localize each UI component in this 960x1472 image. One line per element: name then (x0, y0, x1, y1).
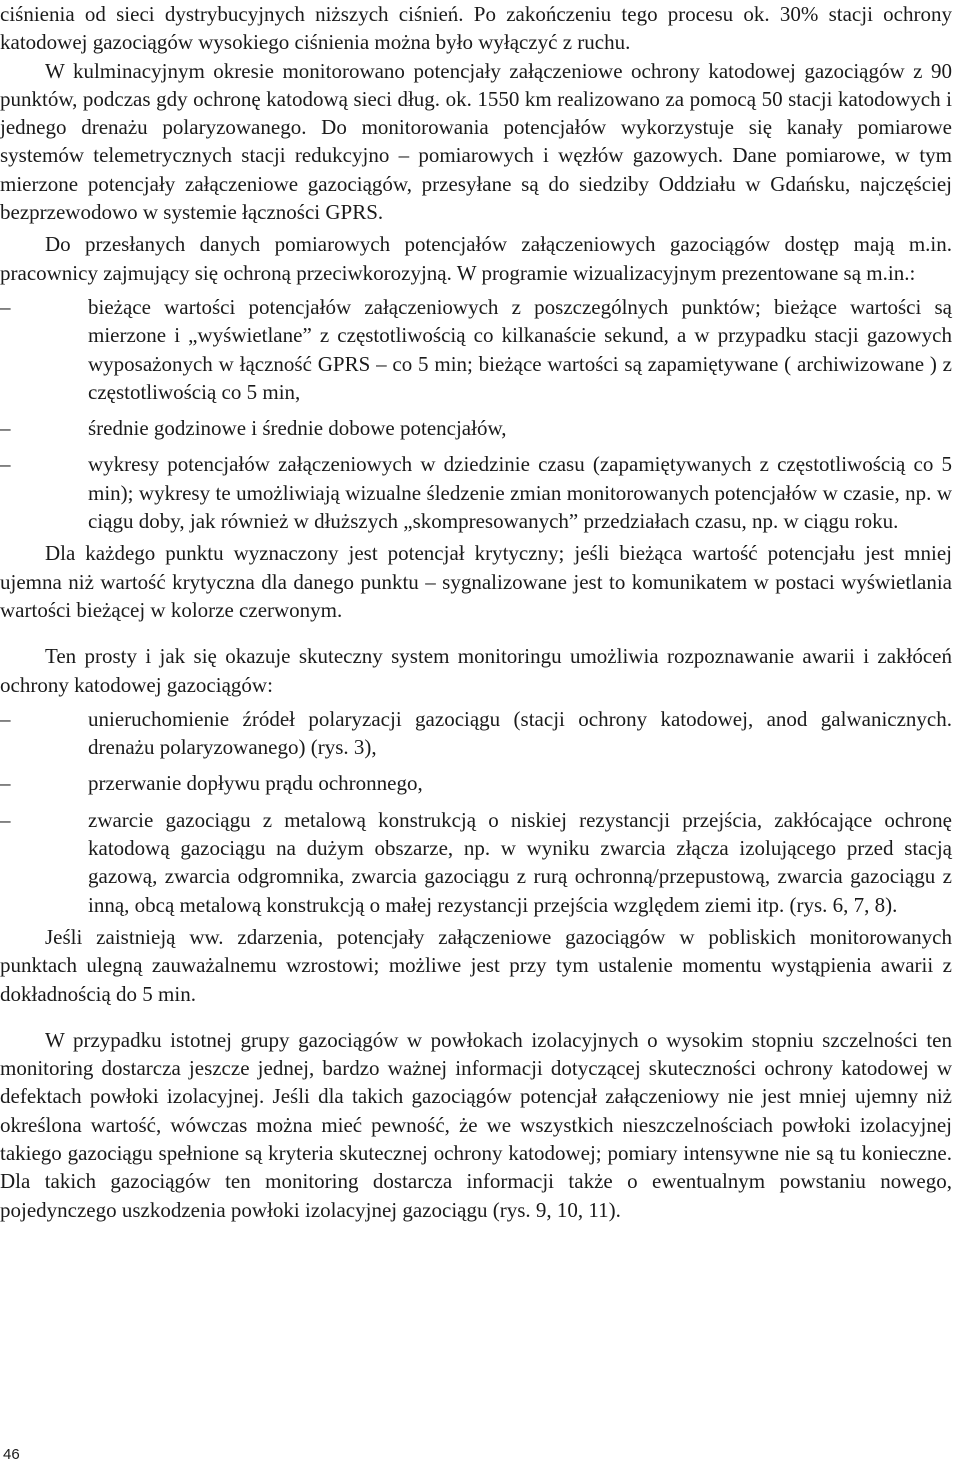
dash-bullet: – (0, 294, 11, 319)
list-item (0, 450, 952, 535)
list-item (0, 414, 952, 442)
paragraph-continuation: ciśnienia od sieci dystrybucyjnych niższych ciśnień. Po zakończeniu tego procesu ok. 30% stacji ochrony katodowej gazociągów wysokiego ciśnienia można było wyłączyć z ruchu. (0, 2, 952, 55)
list-item (0, 806, 952, 919)
list-item (0, 293, 952, 406)
paragraph-system-recognition: Ten prosty i jak się okazuje skuteczny system monitoringu umożliwia rozpoznawanie awarii i zakłóceń ochrony katodowej gazociągów: (0, 644, 952, 697)
failure-types-list (0, 705, 952, 919)
dash-bullet: – (0, 771, 11, 796)
paragraph-critical-potential: Dla każdego punktu wyznaczony jest potencjał krytyczny; jeśli bieżąca wartość potencjału jest mniej ujemna niż wartość krytyczna dla danego punktu – sygnalizowane jest to komunikatem w postaci wyświetlania wartości bieżącej w kolorze czerwonym. (0, 541, 952, 622)
list-item-text: średnie godzinowe i średnie dobowe potencjałów, (88, 416, 507, 441)
list-item (0, 705, 952, 762)
dash-bullet: – (0, 452, 11, 477)
page-number: 46 (3, 1446, 20, 1463)
list-item (0, 769, 952, 797)
list-item-text: bieżące wartości potencjałów załączeniowych z poszczególnych punktów; bieżące wartości są mierzone i „wyświetlane” z częstotliwością co kilkanaście sekund, a w przypadku stacji gazowych wyposażonych w łączność GPRS – co 5 min; bieżące wartości są zapamiętywane ( archiwizowane ) z częstotliwością co 5 min, (88, 294, 952, 404)
list-item-text: przerwanie dopływu prądu ochronnego, (88, 771, 423, 796)
paragraph-data-access: Do przesłanych danych pomiarowych potencjałów załączeniowych gazociągów dostęp mają m.in. pracownicy zajmujący się ochroną przeciwkorozyjną. W programie wizualizacyjnym prezentowane są m.in.: (0, 232, 952, 285)
paragraph-event-detection: Jeśli zaistnieją ww. zdarzenia, potencjały załączeniowe gazociągów w pobliskich monitorowanych punktach ulegną zauważalnemu wzrostowi; możliwe jest przy tym ustalenie momentu wystąpienia awarii z dokładnością do 5 min. (0, 924, 952, 1006)
paragraph-coating-effectiveness: W przypadku istotnej grupy gazociągów w powłokach izolacyjnych o wysokim stopniu szczelności ten monitoring dostarcza jeszcze jednej, bardzo ważnej informacji dotyczącej skuteczności ochrony katodowej w defektach powłoki izolacyjnej. Jeśli dla takich gazociągów potencjał załączeniowy nie jest mniej ujemny niż określona wartość, wówczas można mieć pewność, że we wszystkich nieszczelnościach powłoki izolacyjnej takiego gazociągu spełnione są kryteria skutecznej ochrony katodowej; pomiary intensywne nie są tu konieczne. Dla takich gazociągów ten monitoring dostarcza informacji także o ewentualnym powstaniu nowego, pojedynczego uszkodzenia powłoki izolacyjnej gazociągu (rys. 9, 10, 11). (0, 1027, 952, 1222)
dash-bullet: – (0, 416, 11, 441)
list-item-text: zwarcie gazociągu z metalową konstrukcją o niskiej rezystancji przejścia, zakłócające ochronę katodową gazociągu na dużym obszarze, np. w wyniku zwarcia złącza izolującego przed stacją gazową, zwarcia odgromnika, zwarcia gazociągu z rurą ochronną/przepustową, zwarcia gazociągu z inną, obcą metalową konstrukcją o małej rezystancji przejścia względem ziemi itp. (rys. 6, 7, 8). (88, 807, 952, 917)
list-item-text: wykresy potencjałów załączeniowych w dziedzinie czasu (zapamiętywanych z częstotliwością co 5 min); wykresy te umożliwiają wizualne śledzenie zmian monitorowanych potencjałów w czasie, np. w ciągu doby, jak również w dłuższych „skompresowanych” przedziałach czasu, np. w ciągu roku. (88, 452, 952, 534)
dash-bullet: – (0, 706, 11, 731)
dash-bullet: – (0, 807, 11, 832)
list-item-text: unieruchomienie źródeł polaryzacji gazociągu (stacji ochrony katodowej, anod galwanicznych. drenażu polaryzowanego) (rys. 3), (88, 706, 952, 760)
paragraph-monitoring-period: W kulminacyjnym okresie monitorowano potencjały załączeniowe ochrony katodowej gazociągów z 90 punktów, podczas gdy ochronę katodową sieci dług. ok. 1550 km realizowano za pomocą 50 stacji katodowych i jednego drenażu polaryzowanego. Do monitorowania potencjałów wykorzystuje się kanały pomiarowe systemów telemetrycznych stacji redukcyjno – pomiarowych i węzłów gazowych. Dane pomiarowe, w tym mierzone potencjały załączeniowe gazociągów, przesyłane są do siedziby Oddziału w Gdańsku, najczęściej bezprzewodowo w systemie łączności GPRS. (0, 58, 952, 225)
visualization-features-list (0, 293, 952, 535)
